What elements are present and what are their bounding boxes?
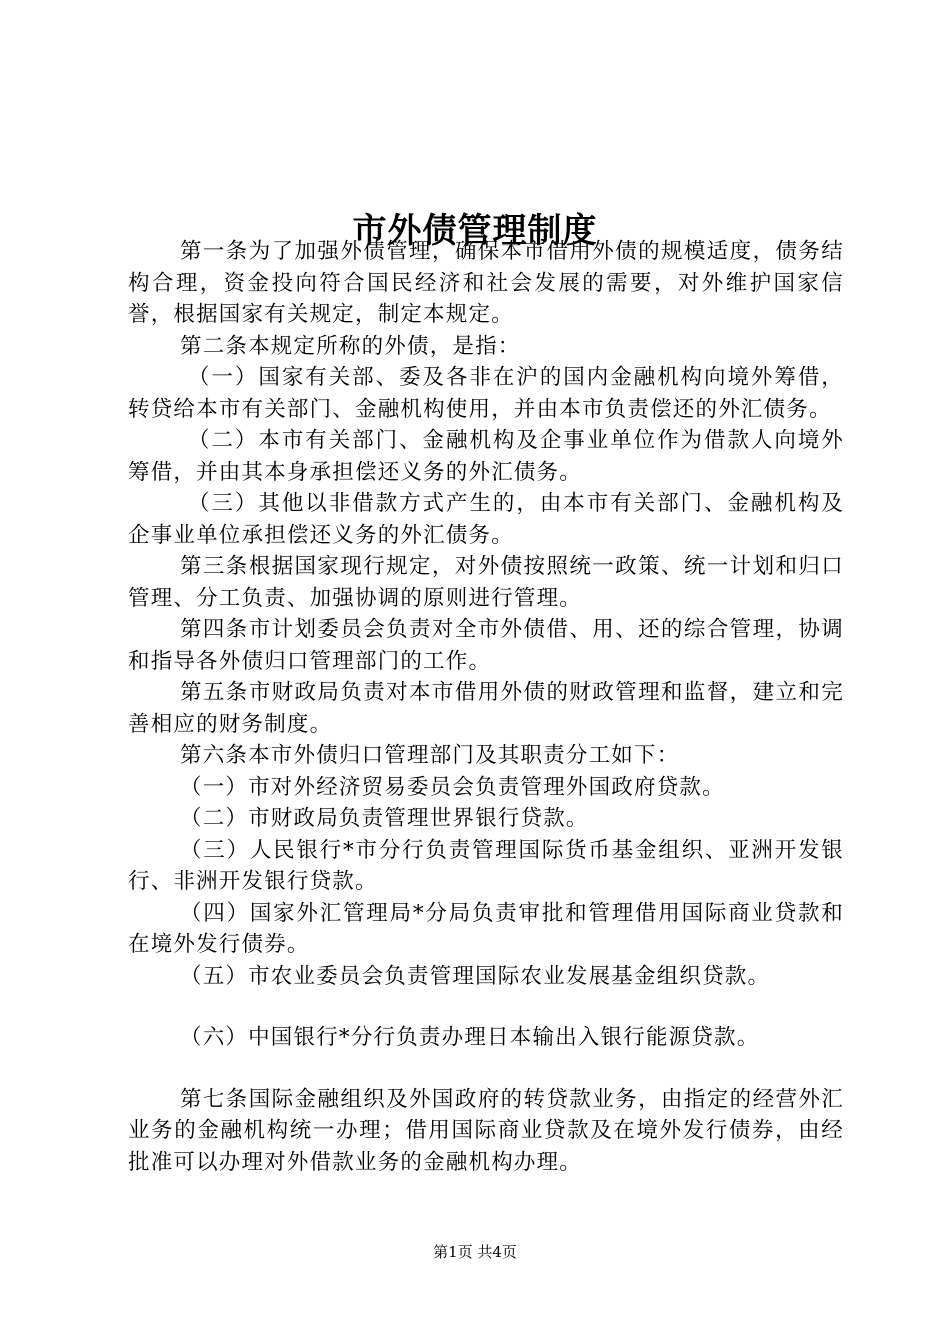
article-6-item-3: （三）人民银行*市分行负责管理国际货币基金组织、亚洲开发银行、非洲开发银行贷款。	[128, 837, 844, 894]
article-3-paragraph: 第三条根据国家现行规定，对外债按照统一政策、统一计划和归口管理、分工负责、加强协调的原则进行管理。	[128, 554, 844, 611]
article-6-item-6: （六）中国银行*分行负责办理日本输出入银行能源贷款。	[180, 1025, 760, 1050]
article-4-paragraph: 第四条市计划委员会负责对全市外债借、用、还的综合管理，协调和指导各外债归口管理部门的工作。	[128, 617, 844, 674]
article-6-item-2: （二）市财政局负责管理世界银行贷款。	[180, 806, 589, 831]
article-6-item-1: （一）市对外经济贸易委员会负责管理外国政府贷款。	[180, 774, 725, 800]
article-6-paragraph: 第六条本市外债归口管理部门及其职责分工如下：	[180, 743, 680, 768]
page-footer: 第1页 共4页	[433, 1243, 517, 1261]
article-6-item-4: （四）国家外汇管理局*分局负责审批和管理借用国际商业贷款和在境外发行债券。	[128, 900, 844, 957]
document-body	[128, 236, 844, 1178]
article-2-item-1: （一）国家有关部、委及各非在沪的国内金融机构向境外筹借，转贷给本市有关部门、金融机构使用，并由本市负责偿还的外汇债务。	[128, 365, 844, 422]
article-2-item-2: （二）本市有关部门、金融机构及企事业单位作为借款人向境外筹借，并由其本身承担偿还义务的外汇债务。	[128, 428, 844, 485]
article-6-item-5: （五）市农业委员会负责管理国际农业发展基金组织贷款。	[180, 963, 771, 989]
article-2-paragraph: 第二条本规定所称的外债，是指：	[180, 333, 521, 359]
article-2-item-3: （三）其他以非借款方式产生的，由本市有关部门、金融机构及企事业单位承担偿还义务的外汇债务。	[128, 491, 844, 548]
article-7-paragraph: 第七条国际金融组织及外国政府的转贷款业务，由指定的经营外汇业务的金融机构统一办理；借用国际商业贷款及在境外发行债券，由经批准可以办理对外借款业务的金融机构办理。	[128, 1086, 844, 1175]
article-5-paragraph: 第五条市财政局负责对本市借用外债的财政管理和监督，建立和完善相应的财务制度。	[128, 680, 844, 737]
article-1-paragraph: 第一条为了加强外债管理，确保本市借用外债的规模适度，债务结构合理，资金投向符合国民经济和社会发展的需要，对外维护国家信誉，根据国家有关规定，制定本规定。	[128, 239, 844, 327]
document-title: 市外债管理制度	[352, 210, 598, 251]
